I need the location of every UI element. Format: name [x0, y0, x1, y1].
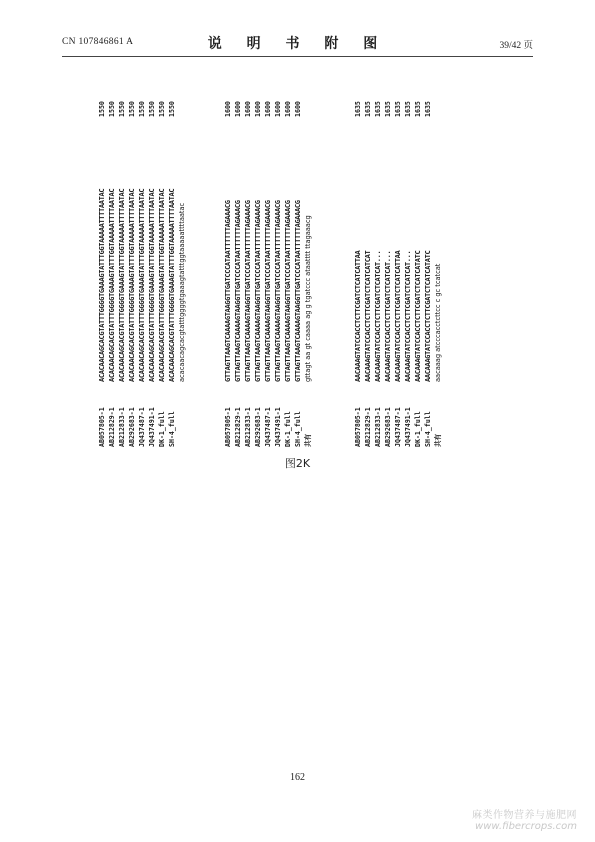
sequence-text: GTTAGTTAAGTCAAAAGTAAGGTTGATCCCATAATTTTTTAGAAACG: [284, 200, 292, 382]
sequence-name: AB292683-1: [254, 407, 262, 447]
sequence-row: [97, 62, 107, 447]
position-number: 1635: [424, 101, 432, 117]
position-number: 1635: [414, 101, 422, 117]
sequence-name: AB212829-1: [108, 407, 116, 447]
sequence-text: AACAAAGTATCCACCTCTTCGATCTCATCAT...: [384, 250, 392, 382]
sequence-name: JQ437491-1: [274, 407, 282, 447]
position-number: 1600: [244, 101, 252, 117]
position-number: 1635: [354, 101, 362, 117]
sequence-row: [403, 62, 413, 447]
sequence-row: [393, 62, 403, 447]
watermark-site-name: 麻类作物营养与施肥网: [472, 810, 577, 821]
position-number: 1600: [284, 101, 292, 117]
sequence-text: ACACAACAGCACGTATTTGGGGTGAAAGTATTTGGTAAAAATTTTAATAC: [168, 188, 176, 382]
sequence-name: DK-1_full: [284, 411, 292, 447]
sequence-name: SH-4_full: [168, 411, 176, 447]
sequence-row: [293, 62, 303, 447]
consensus-row: [177, 62, 187, 447]
position-number: 1600: [264, 101, 272, 117]
sequence-text: ACACAACAGCACGTATTTGGGGTGAAAGTATTTGGTAAAAATTTTAATAC: [118, 188, 126, 382]
sequence-name: AB292683-1: [128, 407, 136, 447]
sequence-row: [373, 62, 383, 447]
position-number: 1635: [374, 101, 382, 117]
sequence-name: AB212829-1: [234, 407, 242, 447]
alignment-block: [97, 62, 187, 447]
position-number: 1600: [294, 101, 302, 117]
sequence-row: [167, 62, 177, 447]
sequence-name: AB292683-1: [384, 407, 392, 447]
sequence-text: AACAAAGTATCCACCTCTTCGATCTCATCATTAA: [394, 250, 402, 382]
position-number: 1550: [168, 101, 176, 117]
page-number: 162: [290, 772, 305, 783]
position-number: 1635: [384, 101, 392, 117]
position-number: 1550: [128, 101, 136, 117]
sequence-row: [223, 62, 233, 447]
sequence-name: SH-4_full: [294, 411, 302, 447]
sequence-row: [117, 62, 127, 447]
sequence-text: GTTAGTTAAGTCAAAAGTAAGGTTGATCCCATAATTTTTTAGAAACG: [254, 200, 262, 382]
position-number: 1635: [364, 101, 372, 117]
sequence-text: aacaaag atcccacctcttcc c gc tcatcat: [434, 263, 442, 382]
sequence-row: [353, 62, 363, 447]
sequence-text: ACACAACAGCACGTATTTGGGGTGAAAGTATTTGGTAAAAATTTTAATAC: [138, 188, 146, 382]
position-number: 1600: [234, 101, 242, 117]
sequence-text: GTTAGTTAAGTCAAAAGTAAGGTTGATCCCATAATTTTTTAGAAACG: [274, 200, 282, 382]
sequence-row: [137, 62, 147, 447]
sequence-text: acacaacagcacgtatttggggtgaaagtatttggtaaaaattttaatac: [178, 202, 186, 382]
sequence-row: [253, 62, 263, 447]
sequence-text: AACAAAGTATCCACCTCTTCGATCTCATCATATC: [424, 250, 432, 382]
sequence-name: AB057805-1: [354, 407, 362, 447]
sequence-row: [283, 62, 293, 447]
sequence-name: AB212833-1: [118, 407, 126, 447]
position-number: 1550: [98, 101, 106, 117]
position-number: 1550: [118, 101, 126, 117]
alignment-block: [223, 62, 313, 447]
sequence-name: SH-4_full: [424, 411, 432, 447]
sequence-alignment-figure: [95, 62, 495, 447]
sequence-row: [157, 62, 167, 447]
sequence-name: JQ437487-1: [394, 407, 402, 447]
sequence-text: ACACAACAGCACGTATTTGGGGTGAAAGTATTTGGTAAAAATTTTAATAC: [128, 188, 136, 382]
sequence-name: AB212833-1: [374, 407, 382, 447]
sequence-text: AACAAAGTATCCACCTCTTCGATCTCATCAT...: [374, 250, 382, 382]
sequence-row: [363, 62, 373, 447]
position-number: 1635: [404, 101, 412, 117]
sequence-name: JQ437487-1: [264, 407, 272, 447]
alignment-block: [353, 62, 443, 447]
sequence-text: gttagt aa gt caaaa ag g tgatccc ataatttt ttagaaacg: [304, 215, 312, 382]
sequence-text: ACACAACAGCACGTATTTGGGGTGAAAGTATTTGGTAAAAATTTTAATAC: [108, 188, 116, 382]
sequence-row: [127, 62, 137, 447]
sequence-name: AB212833-1: [244, 407, 252, 447]
position-number: 1550: [138, 101, 146, 117]
sequence-name: AB057805-1: [98, 407, 106, 447]
sequence-row: [263, 62, 273, 447]
sequence-name: 共有: [304, 433, 312, 447]
patent-number: CN 107846861 A: [62, 37, 134, 47]
consensus-row: [433, 62, 443, 447]
position-number: 1635: [394, 101, 402, 117]
figure-caption: 图2K: [284, 457, 311, 470]
sequence-row: [383, 62, 393, 447]
watermark-url: www.fibercrops.com: [475, 821, 577, 832]
sequence-text: GTTAGTTAAGTCAAAAGTAAGGTTGATCCCATAATTTTTTAGAAACG: [224, 200, 232, 382]
sequence-name: JQ437491-1: [404, 407, 412, 447]
sequence-name: JQ437491-1: [148, 407, 156, 447]
position-number: 1600: [224, 101, 232, 117]
consensus-row: [303, 62, 313, 447]
position-number: 1550: [148, 101, 156, 117]
position-number: 1550: [158, 101, 166, 117]
sequence-text: GTTAGTTAAGTCAAAAGTAAGGTTGATCCCATAATTTTTTAGAAACG: [244, 200, 252, 382]
sequence-text: GTTAGTTAAGTCAAAAGTAAGGTTGATCCCATAATTTTTTAGAAACG: [294, 200, 302, 382]
sequence-text: ACACAACAGCACGTATTTGGGGTGAAAGTATTTGGTAAAAATTTTAATAC: [98, 188, 106, 382]
sequence-row: [147, 62, 157, 447]
sequence-row: [243, 62, 253, 447]
sequence-row: [233, 62, 243, 447]
alignment-rotated-content: [95, 62, 495, 447]
sequence-text: AACAAAGTATCCACCTCTTCGATCTCATCATTAA: [354, 250, 362, 382]
header-rule: [62, 56, 533, 57]
sequence-row: [273, 62, 283, 447]
watermark: [472, 806, 577, 832]
sequence-text: AACAAAGTATCCACCTCTTCGATCTCATCATATC: [414, 250, 422, 382]
page-title: 说 明 书 附 图: [207, 36, 388, 52]
position-number: 1550: [108, 101, 116, 117]
sequence-text: AACAAAGTATCCACCTCTTCGATCTCATCATCAT: [364, 250, 372, 382]
sequence-name: 共有: [434, 433, 442, 447]
sequence-row: [423, 62, 433, 447]
sequence-row: [413, 62, 423, 447]
sequence-name: DK-1_full: [158, 411, 166, 447]
page-header: [62, 33, 533, 53]
sequence-name: AB212829-1: [364, 407, 372, 447]
sequence-name: DK-1_full: [414, 411, 422, 447]
page-indicator: 39/42 页: [499, 41, 533, 51]
sequence-text: ACACAACAGCACGTATTTGGGGTGAAAGTATTTGGTAAAAATTTTAATAC: [158, 188, 166, 382]
position-number: 1600: [274, 101, 282, 117]
sequence-text: AACAAAGTATCCACCTCTTCGATCTCATCAT...: [404, 250, 412, 382]
sequence-text: GTTAGTTAAGTCAAAAGTAAGGTTGATCCCATAATTTTTTAGAAACG: [264, 200, 272, 382]
sequence-row: [107, 62, 117, 447]
sequence-text: ACACAACAGCACGTATTTGGGGTGAAAGTATTTGGTAAAAATTTTAATAC: [148, 188, 156, 382]
sequence-text: GTTAGTTAAGTCAAAAGTAAGGTTGATCCCATAATTTTTTAGAAACG: [234, 200, 242, 382]
position-number: 1600: [254, 101, 262, 117]
sequence-name: AB057805-1: [224, 407, 232, 447]
sequence-name: JQ437487-1: [138, 407, 146, 447]
